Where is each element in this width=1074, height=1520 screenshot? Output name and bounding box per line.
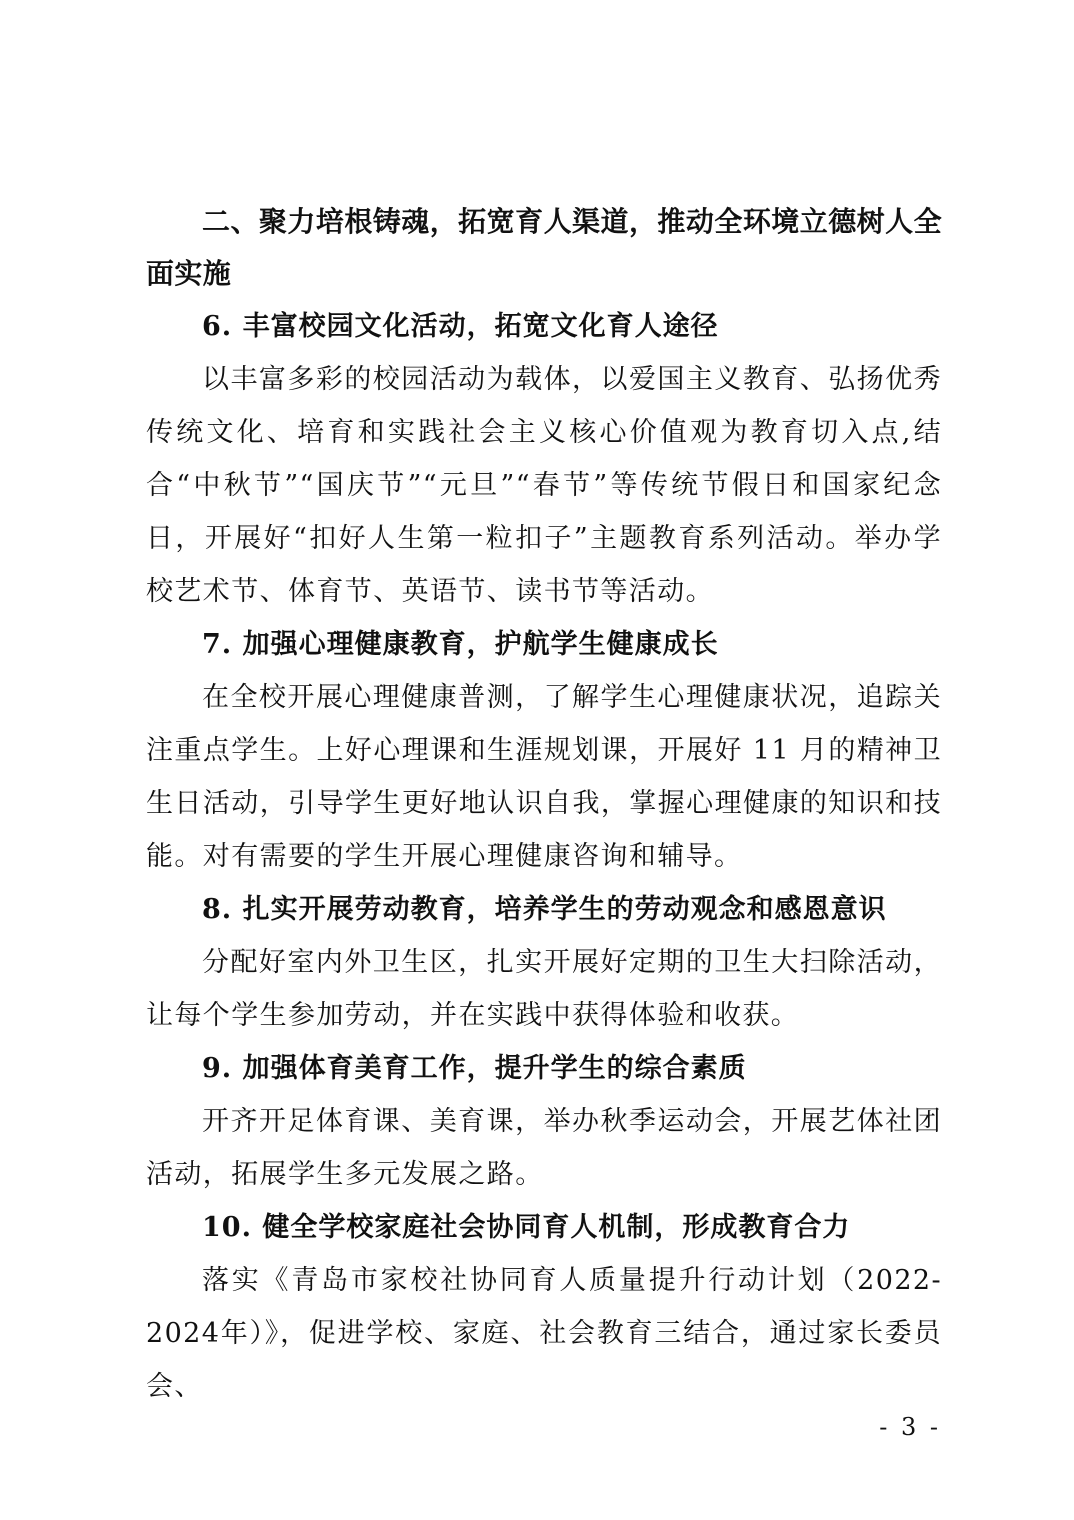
item-body-7: 在全校开展心理健康普测，了解学生心理健康状况，追踪关注重点学生。上好心理课和生涯规划课，开展好 11 月的精神卫生日活动，引导学生更好地认识自我，掌握心理健康的知识和技能。对有需要的学生开展心理健康咨询和辅导。 — [146, 682, 942, 872]
item-heading-10: 10. 健全学校家庭社会协同育人机制，形成教育合力 — [202, 1212, 851, 1243]
item-heading-8: 8. 扎实开展劳动教育，培养学生的劳动观念和感恩意识 — [202, 894, 887, 925]
item-heading-6: 6. 丰富校园文化活动，拓宽文化育人途径 — [202, 311, 719, 342]
item-heading-7: 7. 加强心理健康教育，护航学生健康成长 — [202, 629, 719, 660]
document-body — [146, 196, 942, 1413]
item-heading-9: 9. 加强体育美育工作，提升学生的综合素质 — [202, 1053, 747, 1084]
page-number: - 3 - — [879, 1413, 941, 1441]
item-body-8: 分配好室内外卫生区，扎实开展好定期的卫生大扫除活动，让每个学生参加劳动，并在实践中获得体验和收获。 — [146, 947, 942, 1031]
item-body-6: 以丰富多彩的校园活动为载体，以爱国主义教育、弘扬优秀传统文化、培育和实践社会主义核心价值观为教育切入点,结合“中秋节”“国庆节”“元旦”“春节”等传统节假日和国家纪念日，开展好“扣好人生第一粒扣子”主题教育系列活动。举办学校艺术节、体育节、英语节、读书节等活动。 — [146, 364, 942, 607]
item-body-9: 开齐开足体育课、美育课，举办秋季运动会，开展艺体社团活动，拓展学生多元发展之路。 — [146, 1106, 942, 1190]
section-heading: 二、聚力培根铸魂，拓宽育人渠道，推动全环境立德树人全面实施 — [146, 205, 942, 290]
item-body-10: 落实《青岛市家校社协同育人质量提升行动计划（2022-2024年）》，促进学校、家庭、社会教育三结合，通过家长委员会、 — [146, 1265, 942, 1402]
